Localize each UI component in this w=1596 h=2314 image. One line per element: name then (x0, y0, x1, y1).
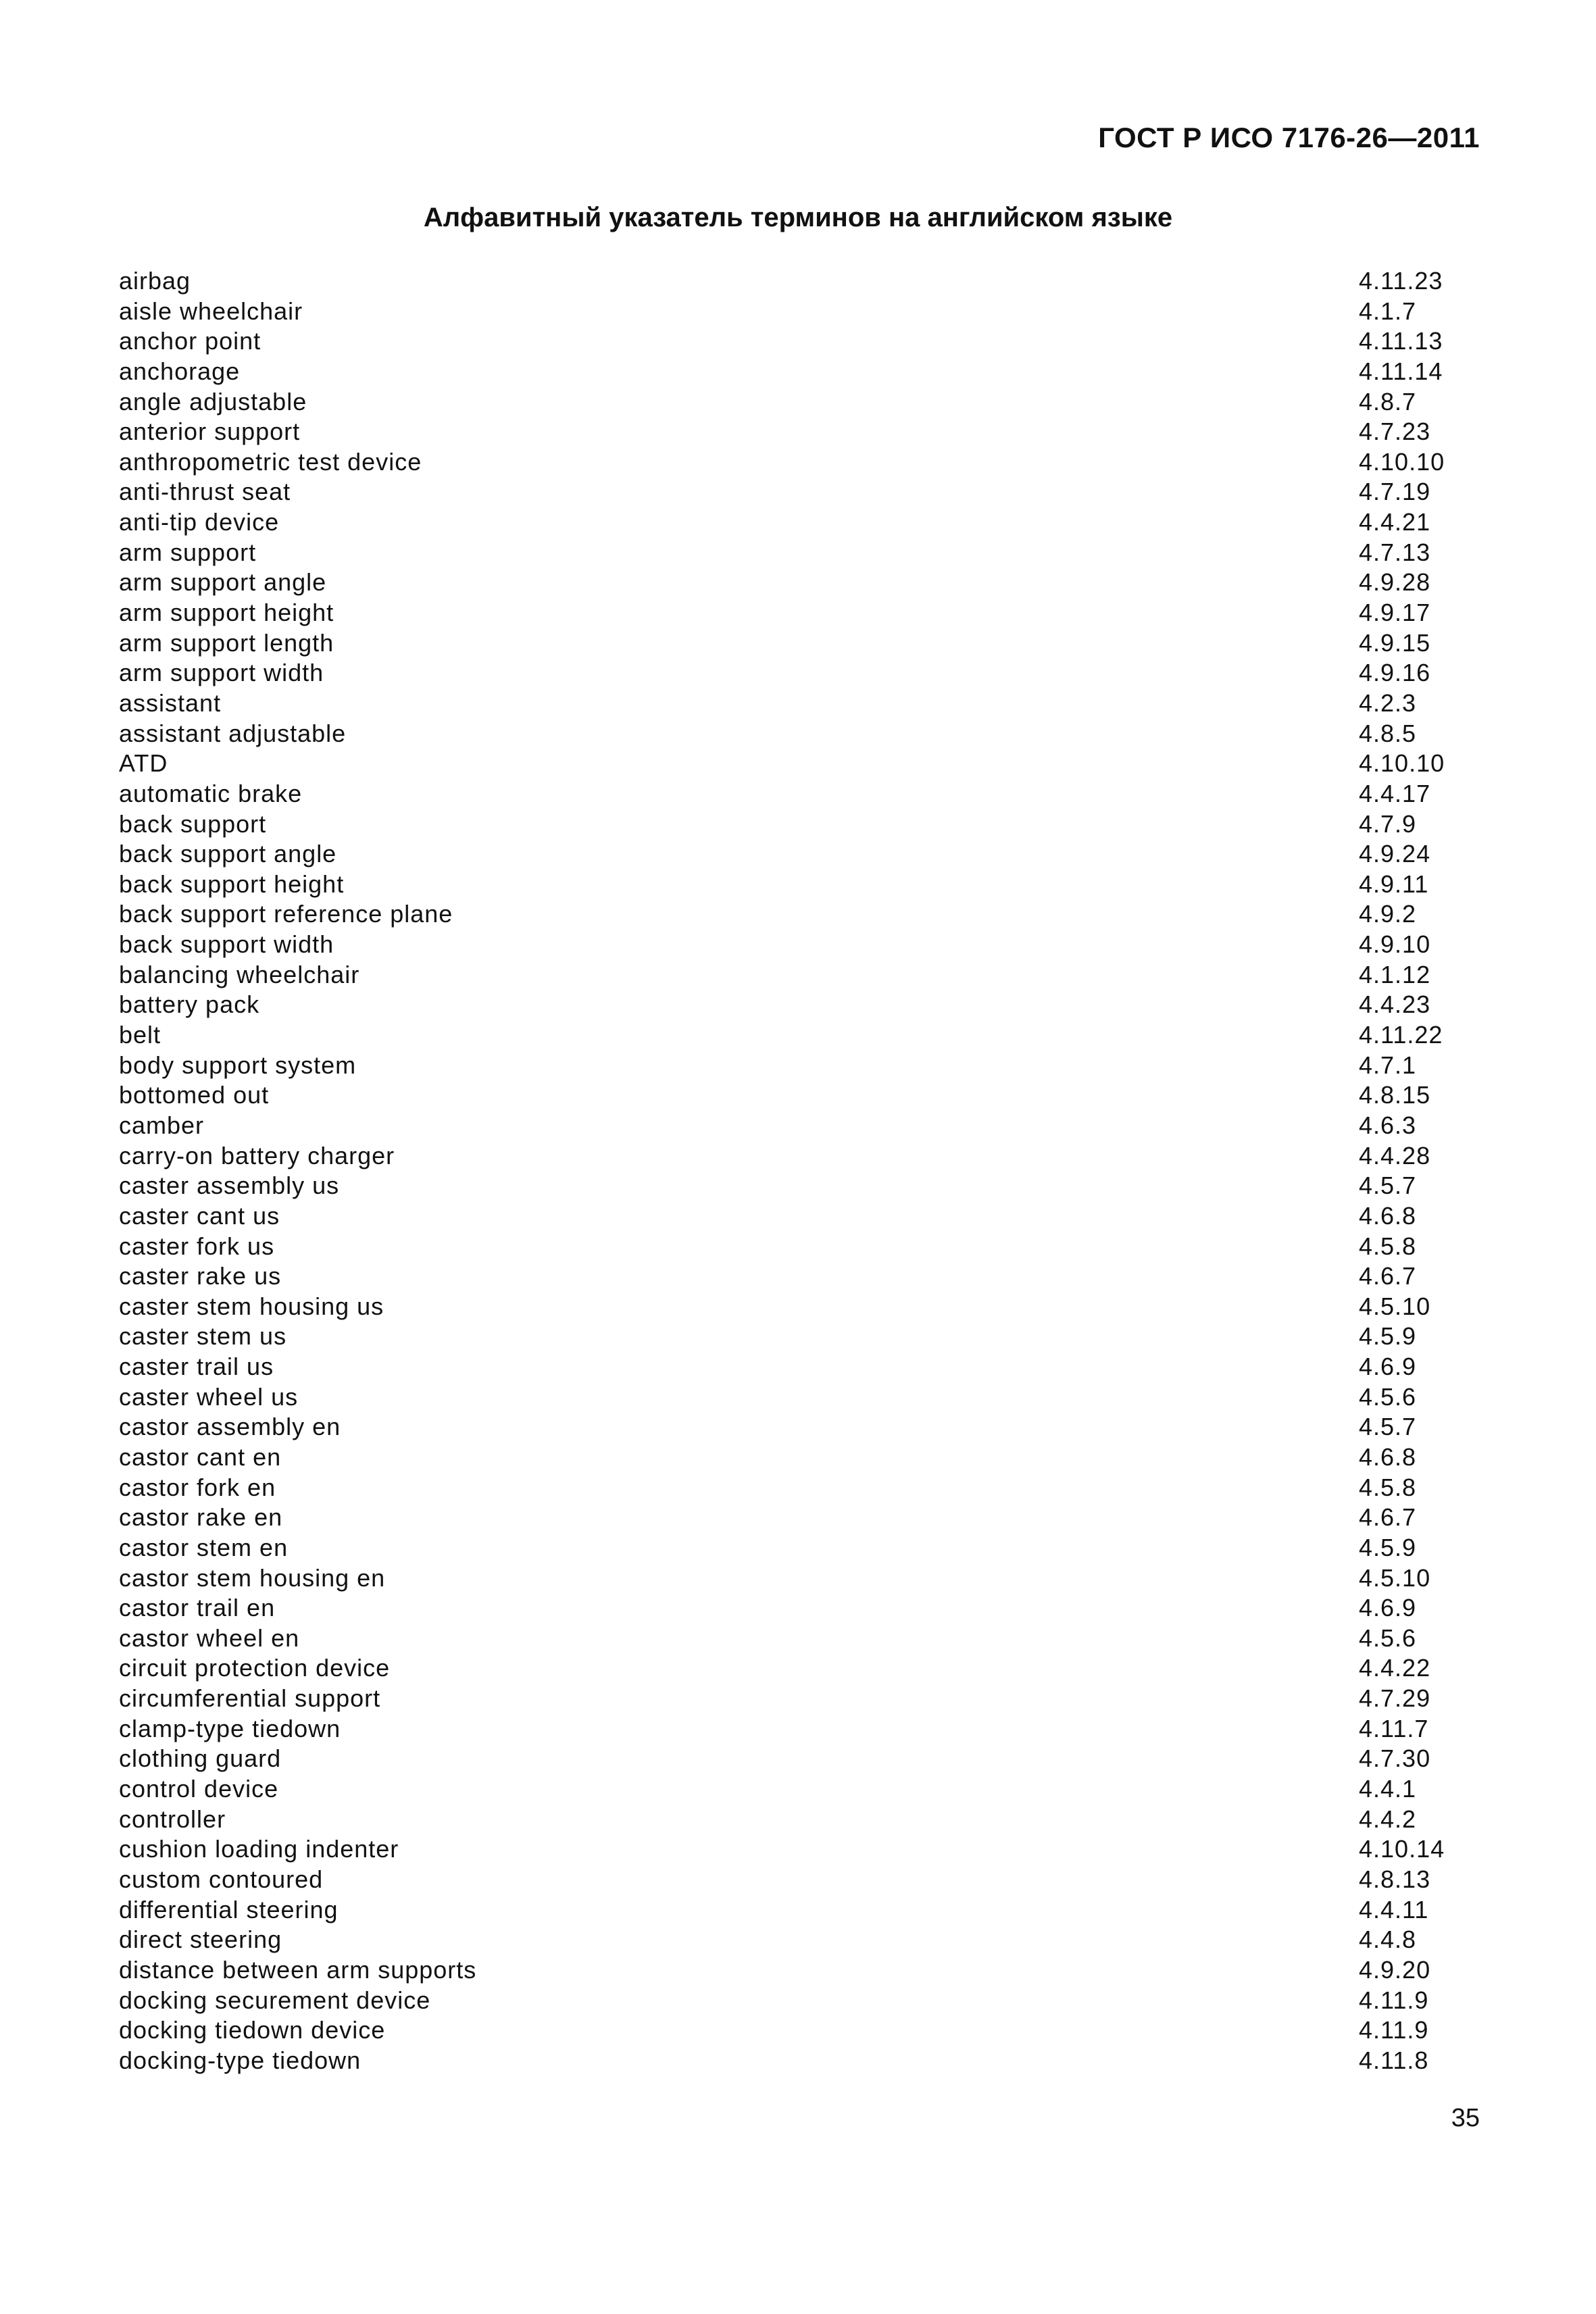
index-reference-number: 4.11.14 (1359, 357, 1443, 385)
index-term: back support reference plane (119, 900, 453, 928)
index-reference-number: 4.7.23 (1359, 418, 1431, 446)
index-entry (119, 1352, 1467, 1382)
index-entry (119, 1292, 1467, 1322)
index-title: Алфавитный указатель терминов на английском языке (423, 203, 1173, 232)
index-reference-number: 4.9.15 (1359, 628, 1431, 657)
index-reference-number: 4.9.16 (1359, 659, 1431, 687)
index-term: back support height (119, 870, 345, 898)
index-entry (119, 538, 1467, 568)
index-entry (119, 839, 1467, 870)
index-reference-number: 4.9.28 (1359, 568, 1431, 597)
index-term: castor stem en (119, 1533, 289, 1561)
index-entry (119, 1653, 1467, 1684)
index-term: arm support width (119, 659, 324, 687)
index-term: clothing guard (119, 1744, 282, 1773)
index-reference-number: 4.6.8 (1359, 1442, 1417, 1471)
index-term: aisle wheelchair (119, 297, 303, 325)
index-term: circuit protection device (119, 1654, 391, 1682)
index-entry (119, 1232, 1467, 1262)
index-entry (119, 1834, 1467, 1865)
index-entry (119, 2015, 1467, 2046)
index-entry (119, 1714, 1467, 1744)
index-entry (119, 1322, 1467, 1352)
index-reference-number: 4.11.8 (1359, 2046, 1429, 2074)
index-entry (119, 960, 1467, 990)
index-reference-number: 4.4.28 (1359, 1141, 1431, 1169)
index-reference-number: 4.9.24 (1359, 840, 1431, 868)
index-reference-number: 4.9.2 (1359, 900, 1417, 928)
index-reference-number: 4.4.11 (1359, 1895, 1429, 1923)
index-entry (119, 719, 1467, 749)
index-reference-number: 4.7.1 (1359, 1051, 1417, 1079)
index-reference-number: 4.7.9 (1359, 809, 1417, 838)
index-entry (119, 598, 1467, 628)
index-reference-number: 4.5.8 (1359, 1232, 1417, 1260)
index-entry (119, 809, 1467, 840)
index-entry (119, 1895, 1467, 1926)
page-number: 35 (1451, 2104, 1480, 2132)
index-term: caster stem us (119, 1322, 287, 1351)
index-reference-number: 4.4.17 (1359, 779, 1431, 807)
index-term: clamp-type tiedown (119, 1714, 341, 1742)
index-reference-number: 4.9.11 (1359, 870, 1429, 898)
index-entry (119, 1593, 1467, 1624)
index-term: assistant (119, 688, 222, 717)
index-term: castor wheel en (119, 1624, 300, 1652)
index-entry (119, 297, 1467, 327)
index-term: anthropometric test device (119, 447, 422, 476)
index-term: arm support angle (119, 568, 327, 597)
index-entry (119, 1473, 1467, 1503)
index-entry (119, 1261, 1467, 1292)
index-entry (119, 1020, 1467, 1051)
index-reference-number: 4.5.10 (1359, 1563, 1431, 1592)
index-entry (119, 658, 1467, 688)
index-entry (119, 1503, 1467, 1533)
index-term: caster cant us (119, 1201, 280, 1230)
index-term: caster trail us (119, 1353, 274, 1381)
index-reference-number: 4.7.30 (1359, 1744, 1431, 1773)
index-term: docking securement device (119, 1986, 431, 2014)
index-entry (119, 1442, 1467, 1473)
index-term: arm support (119, 538, 257, 566)
index-term: anchorage (119, 357, 241, 385)
index-term: caster stem housing us (119, 1292, 384, 1320)
document-standard-id: ГОСТ Р ИСО 7176-26—2011 (1098, 122, 1480, 153)
index-reference-number: 4.4.8 (1359, 1926, 1417, 1954)
index-reference-number: 4.9.10 (1359, 930, 1431, 959)
index-entry (119, 1141, 1467, 1172)
index-reference-number: 4.6.7 (1359, 1503, 1417, 1532)
index-entry (119, 779, 1467, 809)
index-term: direct steering (119, 1926, 282, 1954)
index-entry (119, 1805, 1467, 1835)
index-reference-number: 4.6.7 (1359, 1262, 1417, 1290)
index-term: bottomed out (119, 1081, 270, 1109)
index-term: back support (119, 809, 267, 838)
index-reference-number: 4.7.19 (1359, 478, 1431, 506)
index-term: docking tiedown device (119, 2016, 386, 2044)
index-term: anti-thrust seat (119, 478, 291, 506)
index-entry (119, 326, 1467, 357)
index-reference-number: 4.5.7 (1359, 1413, 1417, 1441)
index-term: castor fork en (119, 1473, 276, 1501)
index-term: docking-type tiedown (119, 2046, 361, 2074)
index-entry (119, 1563, 1467, 1594)
index-term: carry-on battery charger (119, 1141, 395, 1169)
index-reference-number: 4.10.10 (1359, 749, 1445, 778)
index-reference-number: 4.6.9 (1359, 1353, 1417, 1381)
index-term: castor cant en (119, 1442, 282, 1471)
index-entry (119, 1171, 1467, 1201)
index-reference-number: 4.11.9 (1359, 1986, 1429, 2014)
index-entry (119, 447, 1467, 478)
index-reference-number: 4.2.3 (1359, 688, 1417, 717)
index-reference-number: 4.5.6 (1359, 1624, 1417, 1652)
index-term: controller (119, 1805, 226, 1833)
index-entry (119, 1201, 1467, 1232)
index-entry (119, 1624, 1467, 1654)
index-term: arm support height (119, 599, 334, 627)
index-term: castor assembly en (119, 1413, 341, 1441)
index-reference-number: 4.9.20 (1359, 1955, 1431, 1984)
index-entry (119, 1533, 1467, 1563)
index-entry (119, 688, 1467, 719)
index-term: caster fork us (119, 1232, 275, 1260)
index-reference-number: 4.6.9 (1359, 1594, 1417, 1622)
index-term: angle adjustable (119, 387, 307, 416)
index-reference-number: 4.5.8 (1359, 1473, 1417, 1501)
index-reference-number: 4.1.7 (1359, 297, 1417, 325)
index-entry (119, 1955, 1467, 1986)
index-entry (119, 1051, 1467, 1081)
index-entry (119, 628, 1467, 659)
index-term: caster wheel us (119, 1382, 299, 1411)
index-entry (119, 387, 1467, 418)
index-reference-number: 4.4.21 (1359, 508, 1431, 536)
index-reference-number: 4.11.9 (1359, 2016, 1429, 2044)
index-term: castor stem housing en (119, 1563, 386, 1592)
index-reference-number: 4.4.2 (1359, 1805, 1417, 1833)
index-term: balancing wheelchair (119, 960, 360, 988)
index-term: camber (119, 1111, 205, 1139)
index-term: anchor point (119, 327, 261, 355)
index-entry (119, 749, 1467, 779)
index-term: automatic brake (119, 779, 303, 807)
index-reference-number: 4.5.7 (1359, 1172, 1417, 1200)
index-reference-number: 4.8.5 (1359, 719, 1417, 747)
index-entry (119, 1925, 1467, 1955)
index-reference-number: 4.7.13 (1359, 538, 1431, 566)
index-term: assistant adjustable (119, 719, 347, 747)
index-reference-number: 4.1.12 (1359, 960, 1431, 988)
index-reference-number: 4.7.29 (1359, 1684, 1431, 1713)
index-entry (119, 1684, 1467, 1714)
index-term: differential steering (119, 1895, 339, 1923)
index-reference-number: 4.6.8 (1359, 1201, 1417, 1230)
index-entry (119, 1744, 1467, 1774)
index-entry (119, 1865, 1467, 1895)
index-entry (119, 568, 1467, 598)
index-entry (119, 266, 1467, 297)
index-reference-number: 4.8.7 (1359, 387, 1417, 416)
index-entry (119, 1774, 1467, 1805)
term-index-list (119, 266, 1467, 2076)
index-term: airbag (119, 267, 191, 295)
index-reference-number: 4.10.14 (1359, 1835, 1445, 1863)
index-reference-number: 4.6.3 (1359, 1111, 1417, 1139)
index-entry (119, 1080, 1467, 1111)
index-reference-number: 4.5.9 (1359, 1533, 1417, 1561)
index-term: custom contoured (119, 1865, 324, 1893)
index-entry (119, 930, 1467, 960)
index-entry (119, 507, 1467, 538)
index-reference-number: 4.11.23 (1359, 267, 1443, 295)
index-entry (119, 899, 1467, 930)
index-entry (119, 1382, 1467, 1413)
index-term: castor trail en (119, 1594, 276, 1622)
index-term: cushion loading indenter (119, 1835, 399, 1863)
index-term: anti-tip device (119, 508, 280, 536)
index-entry (119, 870, 1467, 900)
index-entry (119, 357, 1467, 387)
index-entry (119, 477, 1467, 507)
index-reference-number: 4.4.1 (1359, 1775, 1417, 1803)
index-term: castor rake en (119, 1503, 283, 1532)
index-term: caster assembly us (119, 1172, 340, 1200)
index-term: caster rake us (119, 1262, 282, 1290)
index-term: belt (119, 1021, 161, 1049)
index-term: arm support length (119, 628, 334, 657)
index-entry (119, 1111, 1467, 1141)
index-reference-number: 4.11.13 (1359, 327, 1443, 355)
index-reference-number: 4.10.10 (1359, 447, 1445, 476)
index-reference-number: 4.11.7 (1359, 1714, 1429, 1742)
index-entry (119, 417, 1467, 447)
index-entry (119, 990, 1467, 1020)
index-term: back support angle (119, 840, 337, 868)
index-reference-number: 4.4.23 (1359, 990, 1431, 1019)
index-reference-number: 4.5.10 (1359, 1292, 1431, 1320)
index-term: distance between arm supports (119, 1955, 477, 1984)
index-term: anterior support (119, 418, 301, 446)
index-reference-number: 4.11.22 (1359, 1021, 1443, 1049)
index-reference-number: 4.4.22 (1359, 1654, 1431, 1682)
index-entry (119, 1412, 1467, 1442)
index-term: ATD (119, 749, 168, 778)
index-term: circumferential support (119, 1684, 381, 1713)
index-term: battery pack (119, 990, 260, 1019)
index-reference-number: 4.9.17 (1359, 599, 1431, 627)
index-reference-number: 4.5.6 (1359, 1382, 1417, 1411)
index-reference-number: 4.5.9 (1359, 1322, 1417, 1351)
index-term: back support width (119, 930, 334, 959)
index-reference-number: 4.8.13 (1359, 1865, 1431, 1893)
index-term: control device (119, 1775, 279, 1803)
index-entry (119, 1986, 1467, 2016)
index-term: body support system (119, 1051, 357, 1079)
index-reference-number: 4.8.15 (1359, 1081, 1431, 1109)
index-entry (119, 2046, 1467, 2076)
